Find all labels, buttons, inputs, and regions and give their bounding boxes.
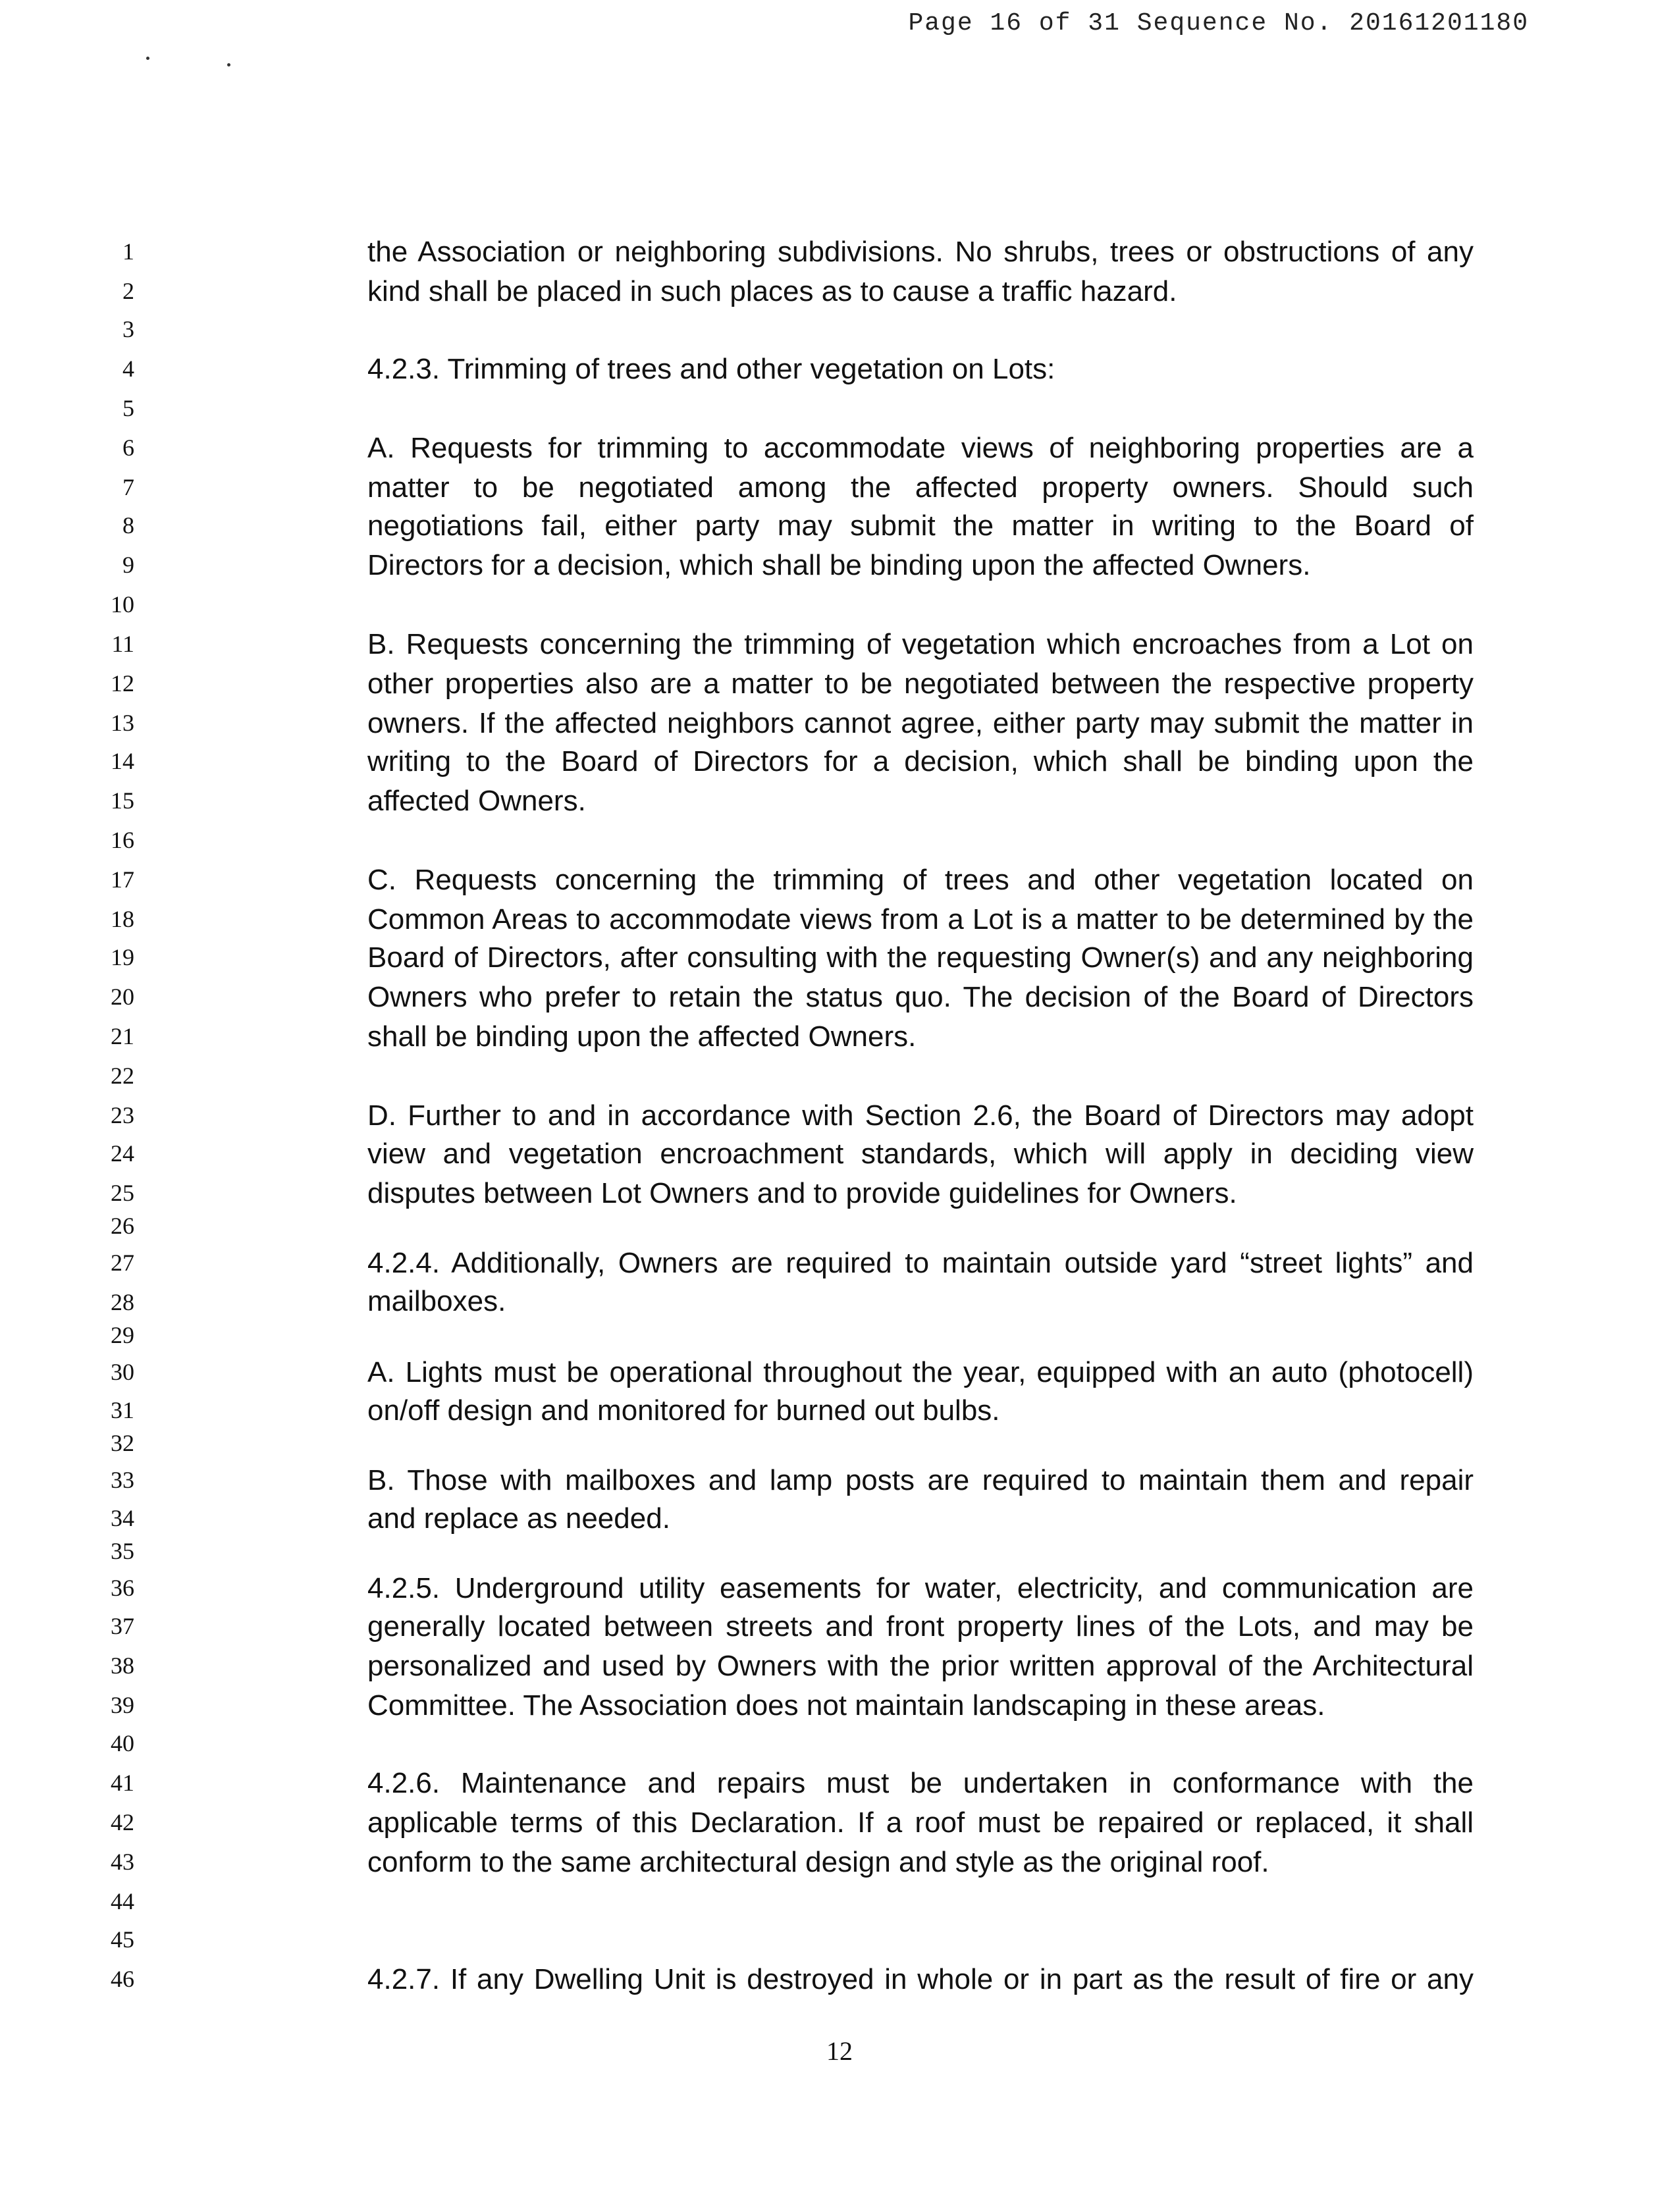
line-number: 2 xyxy=(122,278,134,304)
line-number: 5 xyxy=(122,395,134,421)
body-text-line: Directors for a decision, which shall be binding upon the affected Owners. xyxy=(367,549,1311,581)
body-text-line: Board of Directors, after consulting with the requesting Owner(s) and any neighboring xyxy=(367,941,1474,974)
line-number: 30 xyxy=(111,1359,134,1385)
line-number: 15 xyxy=(111,787,134,814)
body-text-line: and replace as needed. xyxy=(367,1502,670,1535)
body-text-line: C. Requests concerning the trimming of trees and other vegetation located on xyxy=(367,864,1474,896)
line-number: 23 xyxy=(111,1102,134,1128)
line-number: 36 xyxy=(111,1575,134,1601)
line-number: 37 xyxy=(111,1613,134,1639)
line-number: 38 xyxy=(111,1652,134,1679)
line-number: 6 xyxy=(122,434,134,461)
body-text-line: 4.2.6. Maintenance and repairs must be undertaken in conformance with the xyxy=(367,1767,1474,1799)
line-number: 24 xyxy=(111,1140,134,1167)
line-number: 35 xyxy=(111,1538,134,1564)
body-text-line: disputes between Lot Owners and to provide guidelines for Owners. xyxy=(367,1177,1237,1209)
line-number: 39 xyxy=(111,1692,134,1718)
line-number: 27 xyxy=(111,1250,134,1276)
line-number: 34 xyxy=(111,1505,134,1531)
body-text-line: B. Requests concerning the trimming of vegetation which encroaches from a Lot on xyxy=(367,628,1474,660)
line-number: 20 xyxy=(111,984,134,1010)
body-text-line: 4.2.4. Additionally, Owners are required to maintain outside yard “street lights” and xyxy=(367,1247,1474,1279)
line-number: 14 xyxy=(111,748,134,774)
line-number: 8 xyxy=(122,512,134,539)
scan-speck-icon xyxy=(227,63,230,66)
line-number: 32 xyxy=(111,1430,134,1456)
line-number: 9 xyxy=(122,552,134,578)
body-text-line: affected Owners. xyxy=(367,785,586,817)
section-heading: 4.2.3. Trimming of trees and other vegetation on Lots: xyxy=(367,353,1055,385)
line-number: 13 xyxy=(111,710,134,736)
body-text-line: Owners who prefer to retain the status quo. The decision of the Board of Directors xyxy=(367,981,1474,1013)
line-number: 11 xyxy=(111,631,134,657)
line-number: 22 xyxy=(111,1063,134,1089)
line-number: 43 xyxy=(111,1849,134,1875)
line-number: 19 xyxy=(111,944,134,970)
body-text-line: A. Lights must be operational throughout the year, equipped with an auto (photocell) xyxy=(367,1356,1474,1388)
line-number: 4 xyxy=(122,356,134,382)
line-number: 44 xyxy=(111,1888,134,1914)
body-text-line: conform to the same architectural design and style as the original roof. xyxy=(367,1846,1269,1878)
body-text-line: mailboxes. xyxy=(367,1285,506,1317)
body-text-line: other properties also are a matter to be negotiated between the respective property xyxy=(367,668,1474,700)
body-text-line: shall be binding upon the affected Owners. xyxy=(367,1020,917,1053)
line-number: 45 xyxy=(111,1926,134,1953)
line-number: 17 xyxy=(111,866,134,893)
body-text-line: generally located between streets and front property lines of the Lots, and may be xyxy=(367,1610,1474,1643)
page-sequence-stamp: Page 16 of 31 Sequence No. 20161201180 xyxy=(908,9,1529,38)
body-text-line: owners. If the affected neighbors cannot agree, either party may submit the matter in xyxy=(367,707,1474,739)
line-number: 3 xyxy=(122,316,134,342)
body-text-line: negotiations fail, either party may submit the matter in writing to the Board of xyxy=(367,510,1474,542)
line-number: 1 xyxy=(122,238,134,265)
body-text-line: 4.2.5. Underground utility easements for water, electricity, and communication are xyxy=(367,1572,1474,1604)
line-number: 10 xyxy=(111,591,134,618)
scan-speck-icon xyxy=(146,57,149,60)
line-number: 31 xyxy=(111,1397,134,1423)
line-number: 12 xyxy=(111,670,134,697)
line-number: 40 xyxy=(111,1730,134,1756)
body-text-line: Common Areas to accommodate views from a Lot is a matter to be determined by the xyxy=(367,903,1474,935)
line-number: 29 xyxy=(111,1322,134,1348)
line-number: 26 xyxy=(111,1213,134,1239)
body-text-line: D. Further to and in accordance with Section 2.6, the Board of Directors may adopt xyxy=(367,1099,1474,1132)
line-number: 18 xyxy=(111,906,134,932)
line-number: 41 xyxy=(111,1770,134,1796)
line-number: 42 xyxy=(111,1809,134,1835)
line-number: 7 xyxy=(122,474,134,500)
line-number: 33 xyxy=(111,1467,134,1493)
body-text-line: kind shall be placed in such places as to cause a traffic hazard. xyxy=(367,275,1177,307)
line-number: 28 xyxy=(111,1289,134,1315)
line-number: 46 xyxy=(111,1966,134,1992)
body-text-line: writing to the Board of Directors for a decision, which shall be binding upon the xyxy=(367,745,1474,777)
body-text-line: matter to be negotiated among the affected property owners. Should such xyxy=(367,471,1474,504)
body-text-line: 4.2.7. If any Dwelling Unit is destroyed in whole or in part as the result of fire or any xyxy=(367,1963,1474,1995)
body-text-line: personalized and used by Owners with the prior written approval of the Architectural xyxy=(367,1650,1474,1682)
body-text-line: on/off design and monitored for burned out bulbs. xyxy=(367,1394,1000,1427)
body-text-line: the Association or neighboring subdivisions. No shrubs, trees or obstructions of any xyxy=(367,236,1474,268)
body-text-line: A. Requests for trimming to accommodate views of neighboring properties are a xyxy=(367,432,1474,464)
body-text-line: applicable terms of this Declaration. If a roof must be repaired or replaced, it shall xyxy=(367,1806,1474,1839)
body-text-line: Committee. The Association does not maintain landscaping in these areas. xyxy=(367,1689,1325,1722)
page-number: 12 xyxy=(826,2036,853,2066)
line-number: 16 xyxy=(111,827,134,853)
line-number: 21 xyxy=(111,1023,134,1049)
body-text-line: view and vegetation encroachment standards, which will apply in deciding view xyxy=(367,1138,1474,1170)
line-number: 25 xyxy=(111,1180,134,1206)
body-text-line: B. Those with mailboxes and lamp posts are required to maintain them and repair xyxy=(367,1464,1474,1496)
